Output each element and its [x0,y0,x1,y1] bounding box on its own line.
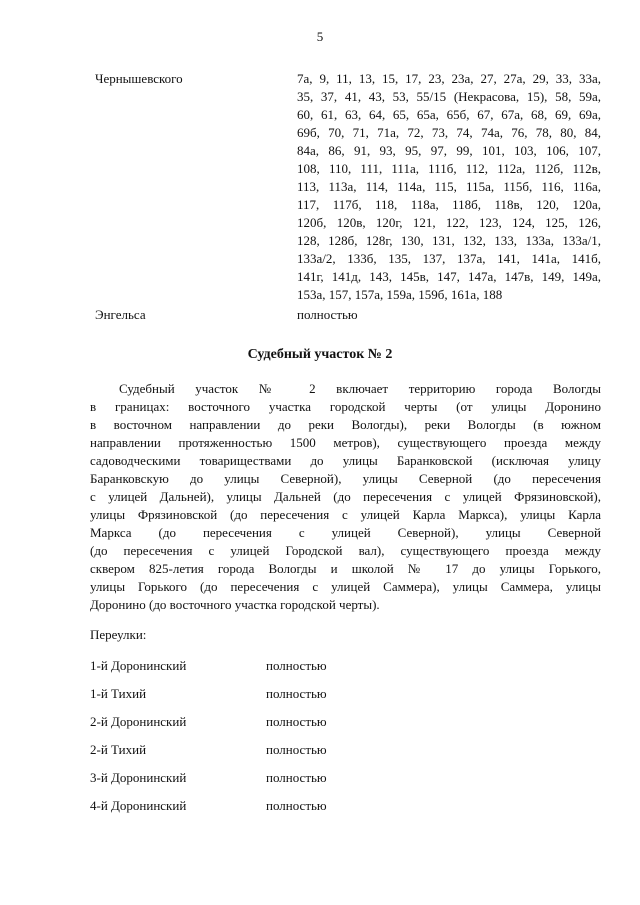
page-number: 5 [316,29,324,44]
lane-name: 1-й Доронинский [90,658,187,673]
lane-status: полностью [266,658,327,673]
lane-row [90,657,490,675]
lane-status: полностью [266,686,327,701]
section-description [90,380,601,614]
lane-row [90,713,490,731]
street-houses-engelsa [297,306,601,324]
lanes-heading: Переулки: [90,627,147,642]
house-line: 69б, 70, 71, 71а, 72, 73, 74, 74а, 76, 78, 80, 84, [297,125,601,140]
street-houses-chernyshevskogo [297,70,601,304]
house-line: 35, 37, 41, 43, 53, 55/15 (Некрасова, 15), 58, 59а, [297,89,601,104]
description-line: в границах: восточного участка городской черты (от улицы Доронино [90,399,601,414]
lane-row [90,741,490,759]
street-name-chernyshevskogo: Чернышевского [95,71,183,86]
description-line: Баранковскую до улицы Северной), улицы Северной (до пересечения [90,471,601,486]
house-line: 141г, 141д, 143, 145в, 147, 147а, 147в, 149, 149а, [297,269,601,284]
description-line: Доронино (до восточного участка городской черты). [90,597,380,612]
lane-row [90,797,490,815]
lane-name: 2-й Доронинский [90,714,187,729]
house-line: 128, 128б, 128г, 130, 131, 132, 133, 133а, 133а/1, [297,233,601,248]
lane-name: 3-й Доронинский [90,770,187,785]
house-line: 117, 117б, 118, 118а, 118б, 118в, 120, 120а, [297,197,601,212]
description-line: направлении протяженностью 1500 метров), существующего проезда между [90,435,601,450]
lane-status: полностью [266,714,327,729]
lane-row [90,769,490,787]
description-line: улицы Горького (до пересечения с улицей Саммера), улицы Саммера, улицы [90,579,601,594]
lane-status: полностью [266,770,327,785]
house-line: полностью [297,307,358,322]
description-line: в восточном направлении до реки Вологды), реки Вологды (в южном [90,417,601,432]
lane-status: полностью [266,742,327,757]
description-line: сквером 825-летия города Вологды и школой № 17 до улицы Горького, [90,561,601,576]
description-line: садоводческими товариществами до улицы Баранковской (исключая улицу [90,453,601,468]
street-name-engelsa: Энгельса [95,307,146,322]
description-line: Маркса (до пересечения с улицей Северной), улицы Северной [90,525,601,540]
house-line: 7а, 9, 11, 13, 15, 17, 23, 23а, 27, 27а, 29, 33, 33а, [297,71,601,86]
description-line: улицы Фрязиновской (до пересечения с улицей Карла Маркса), улицы Карла [90,507,601,522]
lane-name: 2-й Тихий [90,742,147,757]
description-line: (до пересечения с улицей Городской вал), существующего проезда между [90,543,601,558]
house-line: 133а/2, 133б, 135, 137, 137а, 141, 141а, 141б, [297,251,601,266]
house-line: 153а, 157, 157а, 159а, 159б, 161а, 188 [297,287,503,302]
section-heading: Судебный участок № 2 [247,347,393,362]
description-line: с улицей Дальней), улицы Дальней (до пересечения с улицей Фрязиновской), [90,489,601,504]
house-line: 60, 61, 63, 64, 65, 65а, 65б, 67, 67а, 68, 69, 69а, [297,107,601,122]
house-line: 84а, 86, 91, 93, 95, 97, 99, 101, 103, 106, 107, [297,143,601,158]
house-line: 108, 110, 111, 111а, 111б, 112, 112а, 112б, 112в, [297,161,601,176]
house-line: 120б, 120в, 120г, 121, 122, 123, 124, 125, 126, [297,215,601,230]
lane-status: полностью [266,798,327,813]
house-line: 113, 113а, 114, 114а, 115, 115а, 115б, 116, 116а, [297,179,601,194]
lane-name: 1-й Тихий [90,686,147,701]
lane-name: 4-й Доронинский [90,798,187,813]
description-line: Судебный участок № 2 включает территорию города Вологды [119,381,601,396]
lane-row [90,685,490,703]
